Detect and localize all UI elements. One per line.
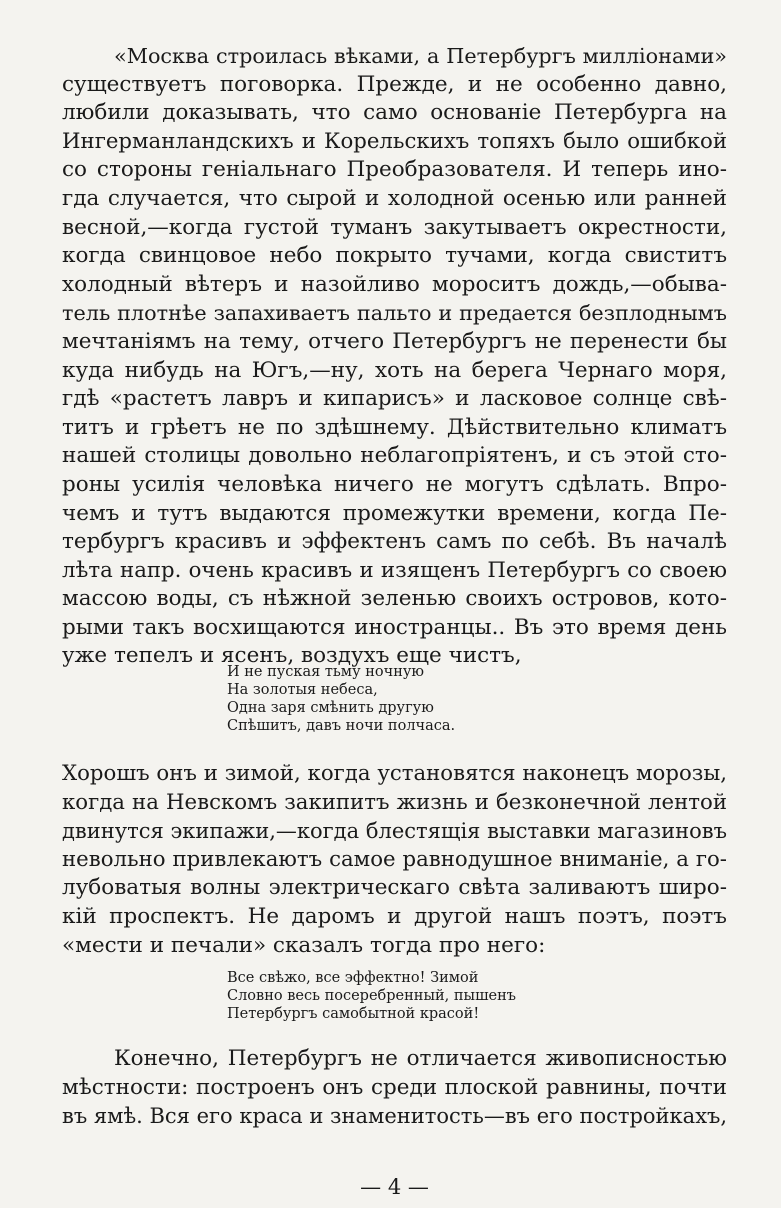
paragraph-3	[62, 1045, 727, 1131]
verse-line: Одна заря смѣнить другую	[227, 700, 434, 716]
text-line: двинутся экипажи,—когда блестящія выставки магазиновъ	[62, 819, 727, 844]
verse-quote-1	[227, 663, 455, 735]
verse-line: Петербургъ самобытной красой!	[227, 1006, 480, 1022]
text-line: существуетъ поговорка. Прежде, и не особенно давно,	[62, 71, 727, 97]
text-line: тербургъ красивъ и эффектенъ самъ по себѣ. Въ началѣ	[62, 529, 727, 555]
text-line: гда случается, что сырой и холодной осенью или ранней	[62, 185, 727, 211]
text-line: роны усилія человѣка ничего не могутъ сдѣлать. Впро-	[62, 471, 727, 497]
page-number: — 4 —	[360, 1175, 429, 1199]
text-line: любили доказывать, что само основаніе Петербурга на	[62, 100, 727, 126]
text-line: мечтаніямъ на тему, отчего Петербургъ не перенести бы	[62, 328, 727, 354]
text-line: холодный вѣтеръ и назойливо мороситъ дождь,—обыва-	[62, 271, 727, 297]
text-line: тель плотнѣе запахиваетъ пальто и предается безплоднымъ	[62, 301, 727, 326]
text-line: куда нибудь на Югъ,—ну, хоть на берега Чернаго моря,	[62, 357, 727, 383]
text-line: «Москва строилась вѣками, а Петербургъ милліонами»	[114, 44, 727, 68]
text-line: уже тепелъ и ясенъ, воздухъ еще чистъ,	[62, 643, 522, 669]
text-line: въ ямѣ. Вся его краса и знаменитость—въ его постройкахъ,	[62, 1104, 727, 1129]
text-line: титъ и грѣетъ не по здѣшнему. Дѣйствительно климатъ	[62, 414, 727, 440]
text-line: массою воды, съ нѣжной зеленью своихъ островов, кото-	[62, 586, 727, 612]
text-line: гдѣ «растетъ лавръ и кипарисъ» и ласковое солнце свѣ-	[62, 386, 727, 412]
text-line: рыми такъ восхищаются иностранцы.. Въ это время день	[62, 614, 727, 640]
text-line: Конечно, Петербургъ не отличается живописностью	[114, 1046, 727, 1071]
text-line: лубоватыя волны электрическаго свѣта заливаютъ широ-	[62, 875, 727, 901]
text-line: со стороны геніальнаго Преобразователя. И теперь ино-	[62, 157, 727, 183]
paragraph-1	[62, 42, 727, 671]
text-line: Ингерманландскихъ и Корельскихъ топяхъ было ошибкой	[62, 128, 727, 154]
text-line: нашей столицы довольно неблагопріятенъ, и съ этой сто-	[62, 443, 727, 469]
text-line: весной,—когда густой туманъ закутываетъ окрестности,	[62, 214, 727, 240]
verse-line: Спѣшитъ, давъ ночи полчаса.	[227, 718, 456, 734]
text-line: мѣстности: построенъ онъ среди плоской равнины, почти	[62, 1074, 727, 1100]
text-line: кій проспектъ. Не даромъ и другой нашъ поэтъ, поэтъ	[62, 903, 727, 929]
text-line: Хорошъ онъ и зимой, когда установятся наконецъ морозы,	[62, 761, 727, 786]
text-line: когда свинцовое небо покрыто тучами, когда свиститъ	[62, 243, 727, 269]
text-line: лѣта напр. очень красивъ и изященъ Петербургъ со своею	[62, 557, 727, 583]
verse-line: На золотыя небеса,	[227, 682, 378, 698]
text-line: когда на Невскомъ закипитъ жизнь и безконечной лентой	[62, 789, 727, 815]
verse-line: Все свѣжо, все эффектно! Зимой	[227, 970, 479, 986]
text-line: чемъ и тутъ выдаются промежутки времени, когда Пе-	[62, 500, 727, 526]
text-line: невольно привлекаютъ самое равнодушное вниманіе, а го-	[62, 846, 727, 872]
text-line: «мести и печали» сказалъ тогда про него:	[62, 932, 546, 958]
verse-quote-2	[227, 969, 516, 1023]
verse-line: Словно весь посеребренный, пышенъ	[227, 988, 517, 1004]
verse-line: И не пуская тьму ночную	[227, 664, 425, 680]
paragraph-2	[62, 760, 727, 960]
